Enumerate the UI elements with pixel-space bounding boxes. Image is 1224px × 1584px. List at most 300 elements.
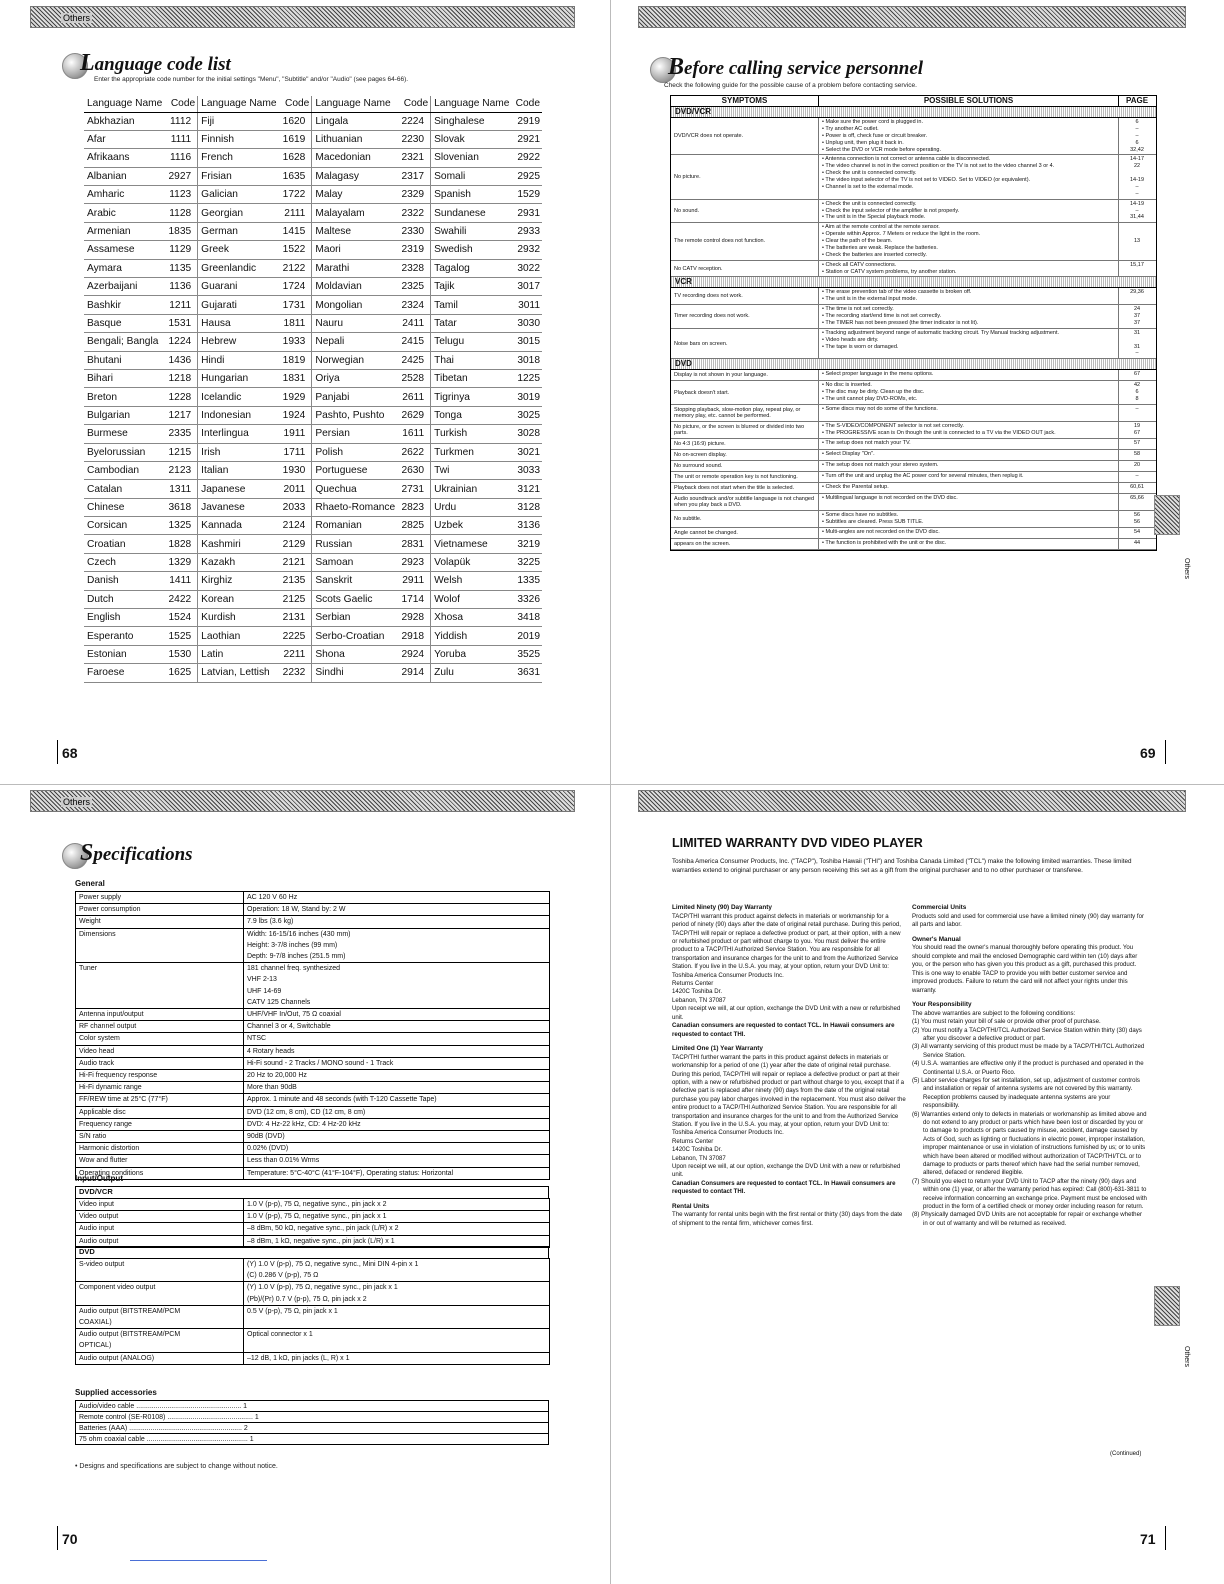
language-name: Tagalog [431, 259, 513, 277]
language-code: 3030 [513, 314, 542, 332]
column-header-name: Language Name [431, 96, 513, 112]
table-row [84, 645, 542, 663]
spec-row [76, 1057, 550, 1069]
language-code: 1215 [166, 443, 198, 461]
symptom: appears on the screen. [671, 539, 819, 549]
page-number-rule [1165, 740, 1166, 764]
language-code: 2131 [280, 609, 312, 627]
language-name: Polish [312, 443, 399, 461]
spec-key: Video input [76, 1199, 244, 1211]
symptom: Timer recording does not work. [671, 305, 819, 328]
language-code: 1116 [166, 149, 198, 167]
section-bar: VCR [671, 277, 1156, 288]
language-name: Fiji [198, 112, 280, 130]
language-code: 2629 [399, 406, 431, 424]
spec-value: NTSC [244, 1033, 550, 1045]
language-name: Telugu [431, 333, 513, 351]
language-code-table [84, 96, 542, 683]
language-name: English [84, 609, 166, 627]
language-code: 3631 [513, 664, 542, 682]
language-code: 2019 [513, 627, 542, 645]
condition-item: (2) You must notify a TACP/THI/TCL Authorized Service Station within thirty (30) days after you discover a defective product or part. [912, 1026, 1142, 1042]
language-code: 1835 [166, 222, 198, 240]
language-name: Hausa [198, 314, 280, 332]
language-name: Interlingua [198, 425, 280, 443]
language-name: Bashkir [84, 296, 166, 314]
solution: • Multilingual language is not recorded on the DVD disc. [819, 494, 1119, 510]
spec-value: 0.5 V (p-p), 75 Ω, pin jack x 1 [244, 1305, 550, 1328]
language-code: 3022 [513, 259, 542, 277]
spec-value: Hi-Fi sound - 2 Tracks / MONO sound - 1 Track [244, 1057, 550, 1069]
solution: • Select proper language in the menu options. [819, 370, 1119, 380]
language-name: Welsh [431, 572, 513, 590]
accessory-item [76, 1412, 549, 1423]
solution: • The function is prohibited with the unit or the disc. [819, 539, 1119, 549]
side-tab-label: Others [1183, 558, 1190, 580]
spec-key: Weight [76, 916, 244, 928]
language-name: Moldavian [312, 278, 399, 296]
page-ref: 31 31 – [1133, 329, 1141, 357]
table-row [84, 314, 542, 332]
accessory-qty: 1 [247, 1435, 254, 1443]
language-code: 2224 [399, 112, 431, 130]
spec-key: Audio input [76, 1223, 244, 1235]
symptom: Noise bars on screen. [671, 329, 819, 359]
spec-key: Operating conditions [76, 1167, 244, 1179]
language-code: 2135 [280, 572, 312, 590]
language-code: 2911 [399, 572, 431, 590]
language-name: Aymara [84, 259, 166, 277]
spec-row [76, 1045, 550, 1057]
table-row [84, 369, 542, 387]
spec-value: 20 Hz to 20,000 Hz [244, 1070, 550, 1082]
language-name: Laothian [198, 627, 280, 645]
trouble-row [671, 494, 1156, 511]
language-code: 3028 [513, 425, 542, 443]
table-row [84, 535, 542, 553]
trouble-row [671, 223, 1156, 260]
section-bar: DVD/VCR [671, 107, 1156, 118]
language-code: 3219 [513, 535, 542, 553]
spec-key: Power consumption [76, 904, 244, 916]
language-name: Greenlandic [198, 259, 280, 277]
spec-key: RF channel output [76, 1021, 244, 1033]
page-ref: 24 37 37 [1133, 306, 1141, 326]
spec-value: Width: 16-15/16 inches (430 mm) Height: 3-7/8 inches (99 mm) Depth: 9-7/8 inches (251.5 mm) [244, 928, 550, 963]
page-number-rule [57, 1526, 58, 1550]
warranty-heading: Limited One (1) Year Warranty [672, 1044, 763, 1052]
trouble-row [671, 511, 1156, 528]
language-name: Volapük [431, 553, 513, 571]
language-name: Turkish [431, 425, 513, 443]
symptom: No sound. [671, 200, 819, 223]
symptom: No on-screen display. [671, 450, 819, 460]
language-name: Rhaeto-Romance [312, 498, 399, 516]
language-code: 1714 [399, 590, 431, 608]
spec-key: Harmonic distortion [76, 1143, 244, 1155]
spec-row [76, 1223, 550, 1235]
symptom: DVD/VCR does not operate. [671, 118, 819, 154]
language-name: Maltese [312, 222, 399, 240]
language-name: Croatian [84, 535, 166, 553]
spec-row [76, 1021, 550, 1033]
language-code: 3017 [513, 278, 542, 296]
spec-row [76, 916, 550, 928]
language-name: Tatar [431, 314, 513, 332]
language-name: Korean [198, 590, 280, 608]
column-header-name: Language Name [84, 96, 166, 112]
warranty-text: The above warranties are subject to the following conditions: [912, 1009, 1076, 1017]
spec-row [76, 1199, 550, 1211]
language-name: Malayalam [312, 204, 399, 222]
warranty-heading: Commercial Units [912, 904, 967, 911]
footer-link-underline [130, 1560, 267, 1561]
spec-value: –12 dB, 1 kΩ, pin jacks (L, R) x 1 [244, 1352, 550, 1364]
solution: • Tracking adjustment beyond range of automatic tracking circuit. Try Manual tracking adjustment. • Video heads are dirty. • The tape is worn or damaged. [819, 329, 1119, 359]
language-name: Quechua [312, 480, 399, 498]
language-code: 3418 [513, 609, 542, 627]
trouble-row [671, 370, 1156, 381]
language-name: Swedish [431, 241, 513, 259]
language-name: Macedonian [312, 149, 399, 167]
language-name: Mongolian [312, 296, 399, 314]
table-row [84, 222, 542, 240]
spec-key: Tuner [76, 963, 244, 1009]
language-name: Czech [84, 553, 166, 571]
intro-note: Enter the appropriate code number for the initial settings "Menu", "Subtitle" and/or "Audio" (see pages 64-66). [94, 76, 409, 83]
language-name: Samoan [312, 553, 399, 571]
table-row [84, 351, 542, 369]
language-code: 1225 [513, 369, 542, 387]
spec-value: 1.0 V (p-p), 75 Ω, negative sync., pin jack x 2 [244, 1199, 550, 1211]
language-name: Slovak [431, 130, 513, 148]
language-name: Uzbek [431, 517, 513, 535]
language-name: Catalan [84, 480, 166, 498]
spread-gutter-horizontal [0, 784, 1224, 785]
warranty-text: TACP/THI warrant this product against defects in materials or workmanship for a period of ninety (90) days after the date of original retail purchase. During this period, TACP/THI will repair or replace a defective product or part, at their option, with a new or refurbished product or part without charge to you. You must deliver the entire product to a TACP/THI Authorized Service Station. You are responsible for all transportation and insurance charges for the unit to and from the Authorized Service Station. If you live in the U.S.A. you may, at your option, return your DVD Unit to: Toshiba America Consumer Products Inc. Returns Center 1420C Toshiba Dr. Lebanon, TN 37087 Upon receipt we will, at our option, exchange the DVD Unit with a new or refurbished unit. [672, 912, 901, 1021]
language-name: Romanian [312, 517, 399, 535]
spec-value: More than 90dB [244, 1082, 550, 1094]
spec-key: Video output [76, 1211, 244, 1223]
language-name: Yiddish [431, 627, 513, 645]
solution: • The setup does not match your TV. [819, 439, 1119, 449]
language-code: 1415 [280, 222, 312, 240]
language-code: 2211 [280, 645, 312, 663]
language-code: 3021 [513, 443, 542, 461]
warranty-text: The warranty for rental units begin with the first rental or thirty (30) days from the date of shipment to the rental firm, whichever comes first. [672, 1211, 903, 1227]
language-name: Panjabi [312, 388, 399, 406]
spec-key: Audio output (BITSTREAM/PCM OPTICAL) [76, 1329, 244, 1352]
language-name: Oriya [312, 369, 399, 387]
trouble-row [671, 261, 1156, 278]
language-code: 1129 [166, 241, 198, 259]
language-name: Estonian [84, 645, 166, 663]
solution: • The setup does not match your stereo system. [819, 461, 1119, 471]
spec-value: 90dB (DVD) [244, 1131, 550, 1143]
language-name: Kurdish [198, 609, 280, 627]
trouble-row [671, 483, 1156, 494]
page-ref: 13 [1133, 238, 1141, 244]
language-name: Bhutani [84, 351, 166, 369]
spec-row [76, 1094, 550, 1106]
language-code: 3019 [513, 388, 542, 406]
table-row [84, 590, 542, 608]
language-code: 2921 [513, 130, 542, 148]
language-name: Sanskrit [312, 572, 399, 590]
language-code: 2225 [280, 627, 312, 645]
spec-row [76, 1118, 550, 1130]
language-name: Chinese [84, 498, 166, 516]
language-code: 3618 [166, 498, 198, 516]
language-name: Yoruba [431, 645, 513, 663]
trouble-row [671, 539, 1156, 550]
language-code: 2924 [399, 645, 431, 663]
language-name: Afar [84, 130, 166, 148]
language-name: Nauru [312, 314, 399, 332]
accessory-name: Remote control (SE-R0108) ............................................ [79, 1413, 253, 1421]
spec-key: Hi-Fi frequency response [76, 1070, 244, 1082]
symptom: The unit or remote operation key is not functioning. [671, 472, 819, 482]
spec-value: AC 120 V 60 Hz [244, 892, 550, 904]
language-name: Finnish [198, 130, 280, 148]
symptom: TV recording does not work. [671, 288, 819, 304]
spec-value: Optical connector x 1 [244, 1329, 550, 1352]
condition-item: (3) All warranty servicing of this product must be made by a TACP/THI/TCL Authorized Service Station. [912, 1043, 1145, 1059]
page-title: Specifications [62, 840, 193, 869]
trouble-row [671, 461, 1156, 472]
language-code: 2919 [513, 112, 542, 130]
accessories-heading: Supplied accessories [75, 1388, 157, 1397]
spec-row [76, 1155, 550, 1167]
language-name: Abkhazian [84, 112, 166, 130]
header-label: Others [63, 13, 91, 23]
spec-key: Component video output [76, 1282, 244, 1305]
io-heading: Input/Output [75, 1174, 123, 1183]
page-ref: 60,61 [1130, 483, 1144, 490]
language-code: 2411 [399, 314, 431, 332]
warranty-text: TACP/THI further warrant the parts in this product against defects in materials or workmanship for a period of one (1) year after the date of original retail purchase. During this period, TACP/THI will repair or replace a defective product or part at their option, with a new or refurbished product or part without charge to you, except that if a defective part is replaced after ninety (90) days from the date of the original retail purchase you pay labor charges involved in the replacement. You must also deliver the entire product to a TACP/THI Authorized Service Station. You are responsible for all transportation and insurance charges for the unit to and from the Authorized Service Station. If you live in the U.S.A. you may, at your option, return your DVD Unit to: Toshiba America Consumer Products Inc. Returns Center 1420C Toshiba Dr. Lebanon, TN 37087 Upon receipt we will, at our option, exchange the DVD Unit with a new or refurbished unit. [672, 1053, 906, 1179]
language-name: Byelorussian [84, 443, 166, 461]
spec-row [76, 892, 550, 904]
language-name: Vietnamese [431, 535, 513, 553]
language-code: 2528 [399, 369, 431, 387]
table-row [84, 498, 542, 516]
language-code: 2335 [166, 425, 198, 443]
spec-key: Antenna input/output [76, 1009, 244, 1021]
page-ref: 57 [1133, 439, 1141, 446]
page-ref: 42 6 8 [1133, 382, 1141, 402]
solution: • The S-VIDEO/COMPONENT selector is not set correctly. • The PROGRESSIVE scan is On though the unit is connected to a TV via the VIDEO OUT jack. [819, 422, 1119, 438]
language-name: Guarani [198, 278, 280, 296]
header-label: Others [63, 797, 91, 807]
page-number: 71 [1140, 1531, 1156, 1547]
language-code: 1628 [280, 149, 312, 167]
accessories-table [75, 1400, 549, 1445]
language-name: Portuguese [312, 461, 399, 479]
side-tab [1154, 495, 1180, 535]
language-code: 1211 [166, 296, 198, 314]
language-code: 3326 [513, 590, 542, 608]
language-name: Scots Gaelic [312, 590, 399, 608]
language-name: Malagasy [312, 167, 399, 185]
language-code: 2129 [280, 535, 312, 553]
table-row [84, 112, 542, 130]
column-header-code: Code [513, 96, 542, 112]
conditions-list [912, 1018, 1147, 1228]
solution: • Aim at the remote control at the remote sensor. • Operate within Approx. 7 Meters or reduce the light in the room. • Clear the path of the beam. • The batteries are weak. Replace the batteries. • Check the batteries are inserted correctly. [819, 223, 1119, 259]
warranty-heading: Owner's Manual [912, 935, 961, 943]
language-name: Tibetan [431, 369, 513, 387]
language-name: Tajik [431, 278, 513, 296]
language-name: Frisian [198, 167, 280, 185]
page-number: 69 [1140, 745, 1156, 761]
language-code: 3018 [513, 351, 542, 369]
spec-row [76, 1082, 550, 1094]
accessory-item [76, 1434, 549, 1445]
language-code: 2124 [280, 517, 312, 535]
trouble-row [671, 200, 1156, 224]
language-code: 2322 [399, 204, 431, 222]
language-name: Maori [312, 241, 399, 259]
dvdvcr-spec-table [75, 1198, 550, 1248]
language-name: Swahili [431, 222, 513, 240]
spec-key: Hi-Fi dynamic range [76, 1082, 244, 1094]
language-code: 1531 [166, 314, 198, 332]
language-code: 2328 [399, 259, 431, 277]
table-row [84, 149, 542, 167]
warranty-column-left [672, 904, 907, 1228]
table-row [84, 204, 542, 222]
spec-value: Operation: 18 W, Stand by: 2 W [244, 904, 550, 916]
trouble-row [671, 288, 1156, 305]
language-code: 3136 [513, 517, 542, 535]
language-name: Nepali [312, 333, 399, 351]
spec-row [76, 1106, 550, 1118]
accessory-item [76, 1423, 549, 1434]
trouble-row [671, 405, 1156, 422]
condition-item: (1) You must retain your bill of sale or provide other proof of purchase. [912, 1018, 1101, 1026]
spec-key: Applicable disc [76, 1106, 244, 1118]
spec-value: Channel 3 or 4, Switchable [244, 1021, 550, 1033]
table-row [84, 443, 542, 461]
warranty-heading: Your Responsibility [912, 1000, 972, 1008]
symptom: Stopping playback, slow-motion play, repeat play, or memory play, etc. cannot be performed. [671, 405, 819, 421]
warranty-title: LIMITED WARRANTY DVD VIDEO PLAYER [672, 836, 923, 850]
language-code: 2931 [513, 204, 542, 222]
trouble-row [671, 439, 1156, 450]
table-row [84, 406, 542, 424]
spec-row [76, 1033, 550, 1045]
language-code: 1611 [399, 425, 431, 443]
language-code: 2928 [399, 609, 431, 627]
language-code: 1722 [280, 186, 312, 204]
spec-key: Power supply [76, 892, 244, 904]
language-name: Esperanto [84, 627, 166, 645]
symptom: Audio soundtrack and/or subtitle language is not changed when you play back a DVD. [671, 494, 819, 510]
language-name: Japanese [198, 480, 280, 498]
language-name: Tigrinya [431, 388, 513, 406]
page-number-rule [1165, 1526, 1166, 1550]
language-name: Serbo-Croatian [312, 627, 399, 645]
language-code: 2922 [513, 149, 542, 167]
language-code: 2611 [399, 388, 431, 406]
language-code: 3128 [513, 498, 542, 516]
language-name: Kannada [198, 517, 280, 535]
spec-row [76, 1259, 550, 1282]
language-name: Azerbaijani [84, 278, 166, 296]
language-name: Urdu [431, 498, 513, 516]
language-code: 2425 [399, 351, 431, 369]
spec-value: Less than 0.01% Wrms [244, 1155, 550, 1167]
language-code: 3011 [513, 296, 542, 314]
language-code: 2111 [280, 204, 312, 222]
intro-note: Check the following guide for the possible cause of a problem before contacting service. [664, 82, 917, 89]
accessory-row [76, 1412, 549, 1423]
spec-key: Audio output [76, 1235, 244, 1247]
spec-row [76, 1352, 550, 1364]
language-name: Sindhi [312, 664, 399, 682]
trouble-row [671, 381, 1156, 405]
accessory-name: 75 ohm coaxial cable .................................................... [79, 1435, 248, 1443]
language-name: Irish [198, 443, 280, 461]
language-code: 3121 [513, 480, 542, 498]
column-header-code: Code [166, 96, 198, 112]
page-number-rule [57, 740, 58, 764]
language-code: 1529 [513, 186, 542, 204]
language-code: 2622 [399, 443, 431, 461]
spec-row [76, 928, 550, 963]
language-name: Bulgarian [84, 406, 166, 424]
language-name: Norwegian [312, 351, 399, 369]
spec-row [76, 904, 550, 916]
language-code: 1218 [166, 369, 198, 387]
spec-value: –8 dBm, 1 kΩ, negative sync., pin jack (L/R) x 1 [244, 1235, 550, 1247]
header-symptoms: SYMPTOMS [671, 96, 819, 106]
table-row [84, 278, 542, 296]
language-name: Latin [198, 645, 280, 663]
language-name: Burmese [84, 425, 166, 443]
language-name: Marathi [312, 259, 399, 277]
language-code: 1436 [166, 351, 198, 369]
spec-row [76, 1143, 550, 1155]
language-name: Tamil [431, 296, 513, 314]
accessory-name: Audio/video cable ...................................................... [79, 1402, 242, 1410]
language-name: Galician [198, 186, 280, 204]
language-name: Hindi [198, 351, 280, 369]
symptom: No picture. [671, 155, 819, 198]
condition-item: (4) U.S.A. warranties are effective only if the product is purchased and operated in the Continental U.S.A. or Puerto Rico. [912, 1060, 1144, 1076]
language-code: 3015 [513, 333, 542, 351]
page-ref: 54 [1133, 528, 1141, 535]
spec-key: Video head [76, 1045, 244, 1057]
language-code: 2011 [280, 480, 312, 498]
page-70 [0, 786, 610, 1584]
language-code: 1731 [280, 296, 312, 314]
warranty-intro: Toshiba America Consumer Products, Inc. ("TACP"), Toshiba Hawaii ("THI") and Toshiba Canada Limited ("TCL") make the following limited warranties. These limited warranties extend to original purchaser or any person receiving this set as a gift from the original purchaser and to no other purchaser or transferee. [672, 858, 1132, 874]
language-code: 3025 [513, 406, 542, 424]
symptom: No 4:3 (16:9) picture. [671, 439, 819, 449]
language-code: 1329 [166, 553, 198, 571]
warranty-column-right [912, 904, 1147, 1228]
solution: • Some discs may not do some of the functions. [819, 405, 1119, 421]
general-spec-table [75, 891, 550, 1180]
column-header-code: Code [280, 96, 312, 112]
symptom: No picture, or the screen is blurred or divided into two parts. [671, 422, 819, 438]
continued-label: (Continued) [1110, 1451, 1142, 1457]
table-row [84, 259, 542, 277]
page-ref: 14-19 – 31,44 [1129, 200, 1145, 221]
language-name: Twi [431, 461, 513, 479]
